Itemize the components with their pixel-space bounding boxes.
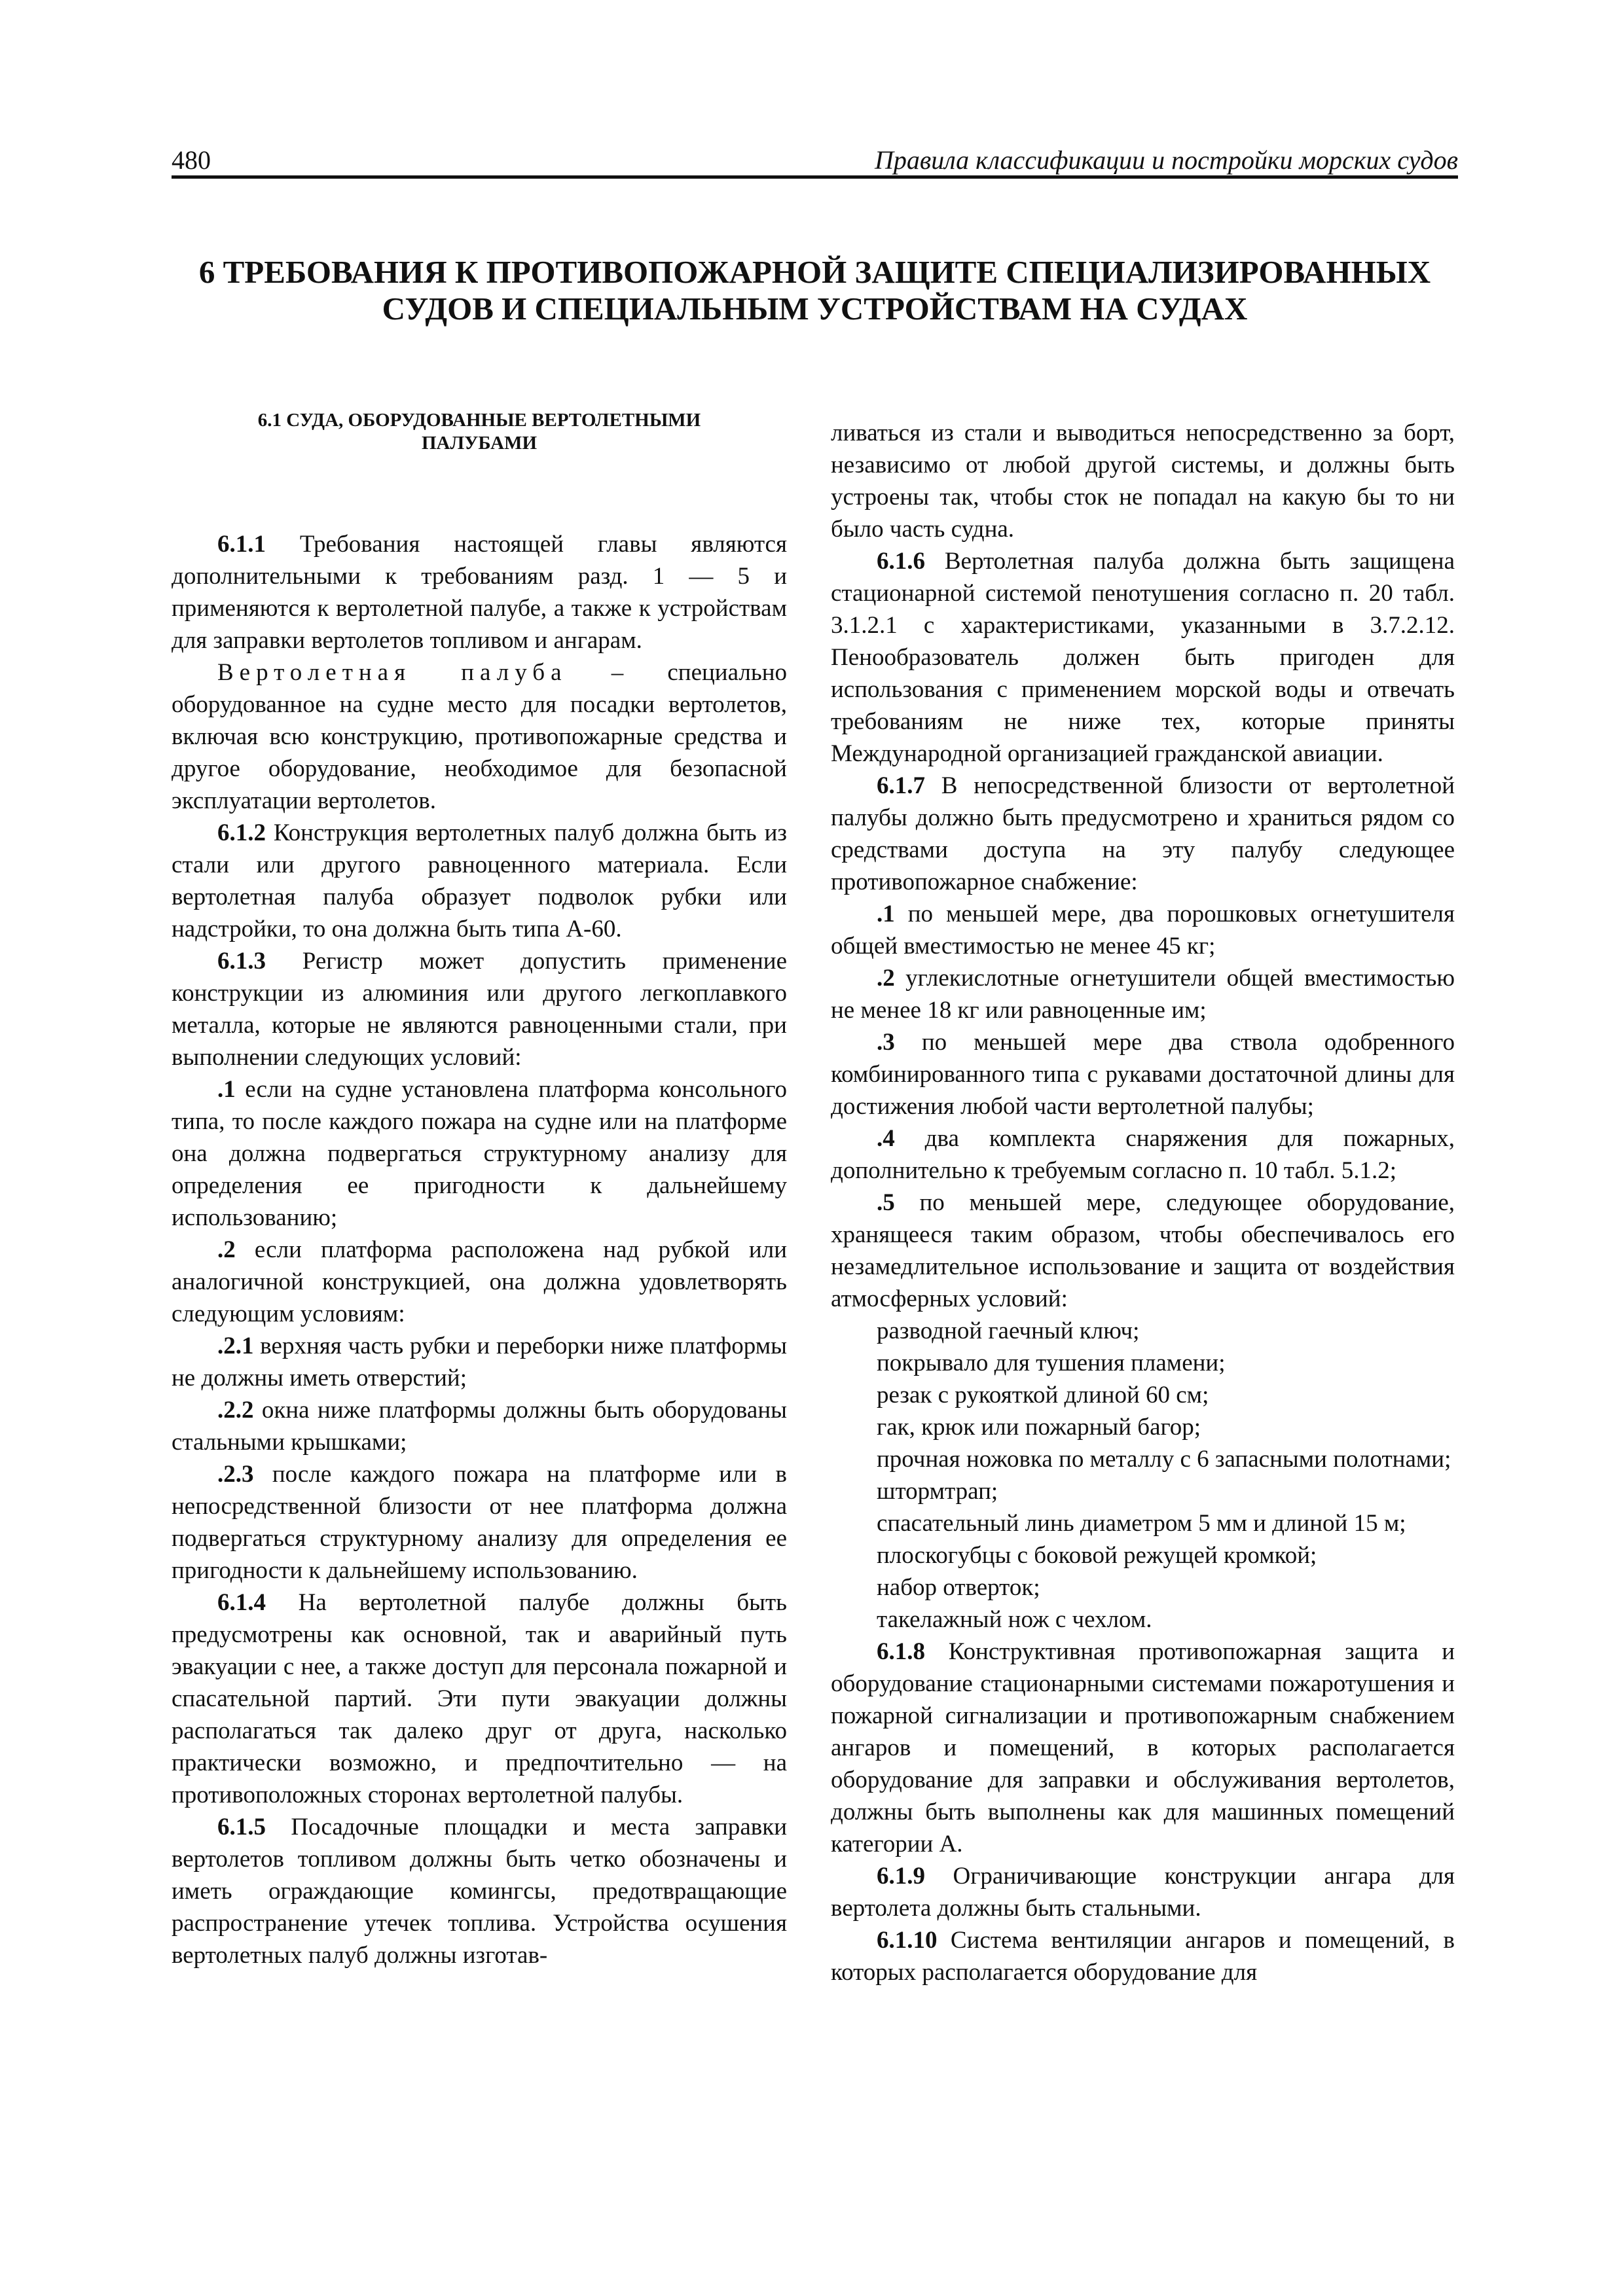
- equipment-item: плоскогубцы с боковой режущей кромкой;: [877, 1542, 1317, 1569]
- item-number: .5: [877, 1189, 895, 1216]
- list-item-1: [172, 1073, 787, 1234]
- chapter-title-line-1: 6 ТРЕБОВАНИЯ К ПРОТИВОПОЖАРНОЙ ЗАЩИТЕ СПЕЦИАЛИЗИРОВАННЫХ: [198, 254, 1431, 290]
- paragraph-6-1-8: [831, 1636, 1455, 1860]
- clause-text: Вертолетная палуба должна быть защищена стационарной системой пенотушения согласно п. 20 табл. 3.1.2.1 с характеристиками, указанными в 3.7.2.12. Пенообразователь должен быть пригоден для использования с применением морской воды и отвечать требованиям не ниже тех, которые приняты Международной организацией гражданской авиации.: [831, 548, 1455, 767]
- equipment-item: спасательный линь диаметром 5 мм и длиной 15 м;: [877, 1510, 1406, 1537]
- equipment-item: такелажный нож с чехлом.: [877, 1606, 1152, 1633]
- paragraph-6-1-2: [172, 817, 787, 945]
- item-text: верхняя часть рубки и переборки ниже платформы не должны иметь отверстий;: [172, 1333, 787, 1391]
- running-title: Правила классификации и постройки морских судов: [874, 145, 1458, 175]
- clause-text: Система вентиляции ангаров и помещений, в которых располагается оборудование для: [831, 1927, 1455, 1986]
- clause-text: Посадочные площадки и места заправки вертолетов топливом должны быть четко обозначены и иметь ограждающие комингсы, предотвращающие распространение утечек топлива. Устройства осушения вертолетных палуб должны изготав-: [172, 1814, 787, 1969]
- paragraph-6-1-4: [172, 1587, 787, 1811]
- supply-item-2: [831, 962, 1455, 1026]
- chapter-title: [172, 254, 1458, 327]
- item-text: если на судне установлена платформа консольного типа, то после каждого пожара на судне или на платформе она должна подвергаться структурному анализу для определения ее пригодности к дальнейшему использованию;: [172, 1076, 787, 1231]
- paragraph-continuation: ливаться из стали и выводиться непосредственно за борт, независимо от любой другой системы, и должны быть устроены так, чтобы сток не попадал на какую бы то ни было часть судна.: [831, 420, 1455, 543]
- left-column: [172, 409, 787, 1971]
- equipment-item: покрывало для тушения пламени;: [877, 1350, 1226, 1376]
- equipment-item: штормтрап;: [877, 1478, 998, 1505]
- clause-number: 6.1.3: [217, 948, 266, 975]
- item-text: после каждого пожара на платформе или в непосредственной близости от нее платформа должна подвергаться структурному анализу для определения ее пригодности к дальнейшему использованию.: [172, 1461, 787, 1584]
- paragraph-6-1-10: [831, 1924, 1455, 1988]
- clause-text: Конструкция вертолетных палуб должна быть из стали или другого равноценного материала. Если вертолетная палуба образует подволок рубки или надстройки, то она должна быть типа А-60.: [172, 819, 787, 942]
- definition-text: – специально оборудованное на судне место для посадки вертолетов, включая всю конструкцию, противопожарные средства и другое оборудование, необходимое для безопасной эксплуатации вертолетов.: [172, 659, 787, 814]
- item-number: .2.2: [217, 1397, 254, 1424]
- supply-item-3: [831, 1026, 1455, 1122]
- supply-item-4: [831, 1122, 1455, 1187]
- page-number: 480: [172, 145, 211, 175]
- item-number: .3: [877, 1029, 895, 1056]
- paragraph-6-1-9: [831, 1860, 1455, 1924]
- item-number: .2: [217, 1236, 236, 1263]
- paragraph-6-1-3: [172, 945, 787, 1073]
- item-text: углекислотные огнетушители общей вместимостью не менее 18 кг или равноценные им;: [831, 965, 1455, 1024]
- item-text: по меньшей мере, два порошковых огнетушителя общей вместимостью не менее 45 кг;: [831, 901, 1455, 960]
- clause-number: 6.1.2: [217, 819, 266, 846]
- equipment-item: набор отверток;: [877, 1574, 1040, 1601]
- paragraph-6-1-6: [831, 545, 1455, 770]
- clause-number: 6.1.4: [217, 1589, 266, 1616]
- header-rule: [172, 175, 1458, 179]
- supply-item-5: [831, 1187, 1455, 1315]
- clause-number: 6.1.8: [877, 1638, 925, 1665]
- section-heading-line-1: 6.1 СУДА, ОБОРУДОВАННЫЕ ВЕРТОЛЕТНЫМИ: [257, 410, 701, 431]
- equipment-item: разводной гаечный ключ;: [877, 1318, 1140, 1344]
- clause-text: Требования настоящей главы являются дополнительными к требованиям разд. 1 — 5 и применяются к вертолетной палубе, а также к устройствам для заправки вертолетов топливом и ангарам.: [172, 531, 787, 654]
- equipment-item: прочная ножовка по металлу с 6 запасными полотнами;: [877, 1446, 1451, 1473]
- clause-number: 6.1.1: [217, 531, 266, 558]
- item-text: если платформа расположена над рубкой или аналогичной конструкцией, она должна удовлетворять следующим условиям:: [172, 1236, 787, 1327]
- section-heading-line-2: ПАЛУБАМИ: [421, 433, 538, 454]
- list-item-2: [172, 1234, 787, 1330]
- item-number: .1: [877, 901, 895, 927]
- section-heading: [172, 409, 787, 455]
- clause-text: Конструктивная противопожарная защита и оборудование стационарными системами пожаротушения и пожарной сигнализации и противопожарным снабжением ангаров и помещений, в которых располагается оборудование для заправки и обслуживания вертолетов, должны быть выполнены как для машинных помещений категории А.: [831, 1638, 1455, 1857]
- list-item-2-3: [172, 1458, 787, 1587]
- paragraph-6-1-5: [172, 1811, 787, 1971]
- clause-number: 6.1.7: [877, 772, 925, 799]
- equipment-item: гак, крюк или пожарный багор;: [877, 1414, 1201, 1441]
- item-number: .2: [877, 965, 895, 992]
- clause-number: 6.1.5: [217, 1814, 266, 1840]
- clause-text: Регистр может допустить применение конструкции из алюминия или другого легкоплавкого металла, которые не являются равноценными стали, при выполнении следующих условий:: [172, 948, 787, 1071]
- item-number: .1: [217, 1076, 236, 1103]
- equipment-item: резак с рукояткой длиной 60 см;: [877, 1382, 1209, 1408]
- clause-number: 6.1.6: [877, 548, 925, 575]
- item-text: по меньшей мере, следующее оборудование, хранящееся таким образом, чтобы обеспечивалось его незамедлительное использование и защита от воздействия атмосферных условий:: [831, 1189, 1455, 1312]
- item-text: два комплекта снаряжения для пожарных, дополнительно к требуемым согласно п. 10 табл. 5.1.2;: [831, 1125, 1455, 1184]
- list-item-2-1: [172, 1330, 787, 1394]
- list-item-2-2: [172, 1394, 787, 1458]
- item-number: .2.3: [217, 1461, 254, 1488]
- item-number: .2.1: [217, 1333, 254, 1359]
- clause-number: 6.1.9: [877, 1863, 925, 1890]
- chapter-title-line-2: СУДОВ И СПЕЦИАЛЬНЫМ УСТРОЙСТВАМ НА СУДАХ: [382, 291, 1248, 327]
- supply-item-1: [831, 898, 1455, 962]
- clause-text: На вертолетной палубе должны быть предусмотрены как основной, так и аварийный путь эвакуации с нее, а также доступ для персонала пожарной и спасательной партий. Эти пути эвакуации должны располагаться так далеко друг от друга, насколько практически возможно, и предпочтительно — на противоположных сторонах вертолетной палубы.: [172, 1589, 787, 1808]
- paragraph-6-1-1: [172, 528, 787, 656]
- item-text: окна ниже платформы должны быть оборудованы стальными крышками;: [172, 1397, 787, 1456]
- definition-helideck: [172, 656, 787, 817]
- right-column: [831, 417, 1455, 1988]
- clause-text: Ограничивающие конструкции ангара для вертолета должны быть стальными.: [831, 1863, 1455, 1922]
- clause-number: 6.1.10: [877, 1927, 938, 1954]
- item-number: .4: [877, 1125, 895, 1152]
- item-text: по меньшей мере два ствола одобренного комбинированного типа с рукавами достаточной длины для достижения любой части вертолетной палубы;: [831, 1029, 1455, 1120]
- paragraph-6-1-7: [831, 770, 1455, 898]
- defined-term: Вертолетная палуба: [217, 659, 568, 686]
- clause-text: В непосредственной близости от вертолетной палубы должно быть предусмотрено и храниться рядом со средствами доступа на эту палубу следующее противопожарное снабжение:: [831, 772, 1455, 895]
